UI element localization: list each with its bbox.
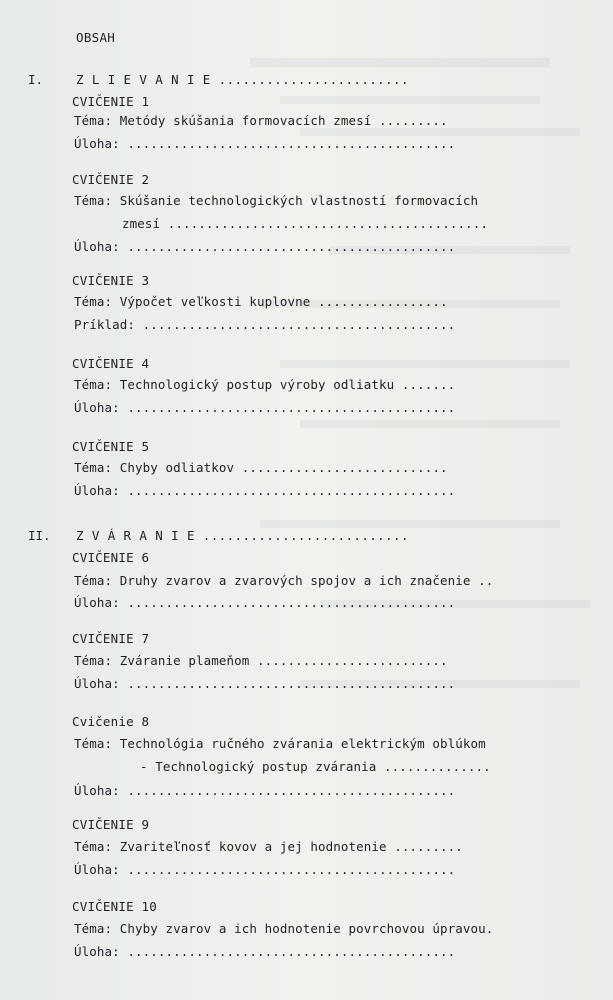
section-title: Z V Á R A N I E .......................... bbox=[76, 528, 409, 543]
exercise-topic: Téma: Výpočet veľkosti kuplovne ................. bbox=[74, 294, 448, 309]
exercise-task: Úloha: ........................................... bbox=[74, 676, 456, 691]
exercise-label: CVIČENIE 5 bbox=[72, 439, 150, 454]
section-title: Z L I E V A N I E ........................ bbox=[76, 72, 409, 87]
exercise-topic: Téma: Zvariteľnosť kovov a jej hodnotenie ......... bbox=[74, 839, 463, 854]
section-number: I. bbox=[28, 72, 44, 87]
exercise-label: CVIČENIE 6 bbox=[72, 550, 150, 565]
exercise-topic: Téma: Skúšanie technologických vlastností formovacích bbox=[74, 193, 479, 208]
exercise-example: Príklad: ......................................... bbox=[74, 317, 456, 332]
exercise-label: Cvičenie 8 bbox=[72, 714, 150, 729]
section-zvaranie bbox=[0, 528, 613, 548]
exercise-label: CVIČENIE 1 bbox=[72, 94, 150, 109]
exercise-task: Úloha: ........................................... bbox=[74, 400, 456, 415]
exercise-topic: Téma: Technológia ručného zvárania elektrickým oblúkom bbox=[74, 736, 486, 751]
exercise-topic-continued: zmesí .......................................... bbox=[122, 216, 489, 231]
exercise-topic: Téma: Metódy skúšania formovacích zmesí ......... bbox=[74, 113, 448, 128]
exercise-task: Úloha: ........................................... bbox=[74, 862, 456, 877]
exercise-topic: Téma: Chyby zvarov a ich hodnotenie povrchovou úpravou. bbox=[74, 921, 494, 936]
exercise-task: Úloha: ........................................... bbox=[74, 483, 456, 498]
exercise-topic: Téma: Chyby odliatkov ........................... bbox=[74, 460, 448, 475]
page-heading: OBSAH bbox=[76, 30, 116, 45]
exercise-topic-continued: - Technologický postup zvárania .............. bbox=[140, 759, 491, 774]
exercise-label: CVIČENIE 9 bbox=[72, 817, 150, 832]
section-zlievanie bbox=[0, 72, 613, 92]
exercise-task: Úloha: ........................................... bbox=[74, 944, 456, 959]
exercise-task: Úloha: ........................................... bbox=[74, 595, 456, 610]
exercise-task: Úloha: ........................................... bbox=[74, 136, 456, 151]
exercise-task: Úloha: ........................................... bbox=[74, 783, 456, 798]
exercise-topic: Téma: Technologický postup výroby odliatku ....... bbox=[74, 377, 456, 392]
exercise-label: CVIČENIE 7 bbox=[72, 631, 150, 646]
section-number: II. bbox=[28, 528, 51, 543]
exercise-label: CVIČENIE 4 bbox=[72, 356, 150, 371]
exercise-label: CVIČENIE 10 bbox=[72, 899, 157, 914]
exercise-label: CVIČENIE 3 bbox=[72, 273, 150, 288]
exercise-task: Úloha: ........................................... bbox=[74, 239, 456, 254]
exercise-label: CVIČENIE 2 bbox=[72, 172, 150, 187]
exercise-topic: Téma: Zváranie plameňom ......................... bbox=[74, 653, 448, 668]
exercise-topic: Téma: Druhy zvarov a zvarových spojov a ich značenie .. bbox=[74, 573, 494, 588]
